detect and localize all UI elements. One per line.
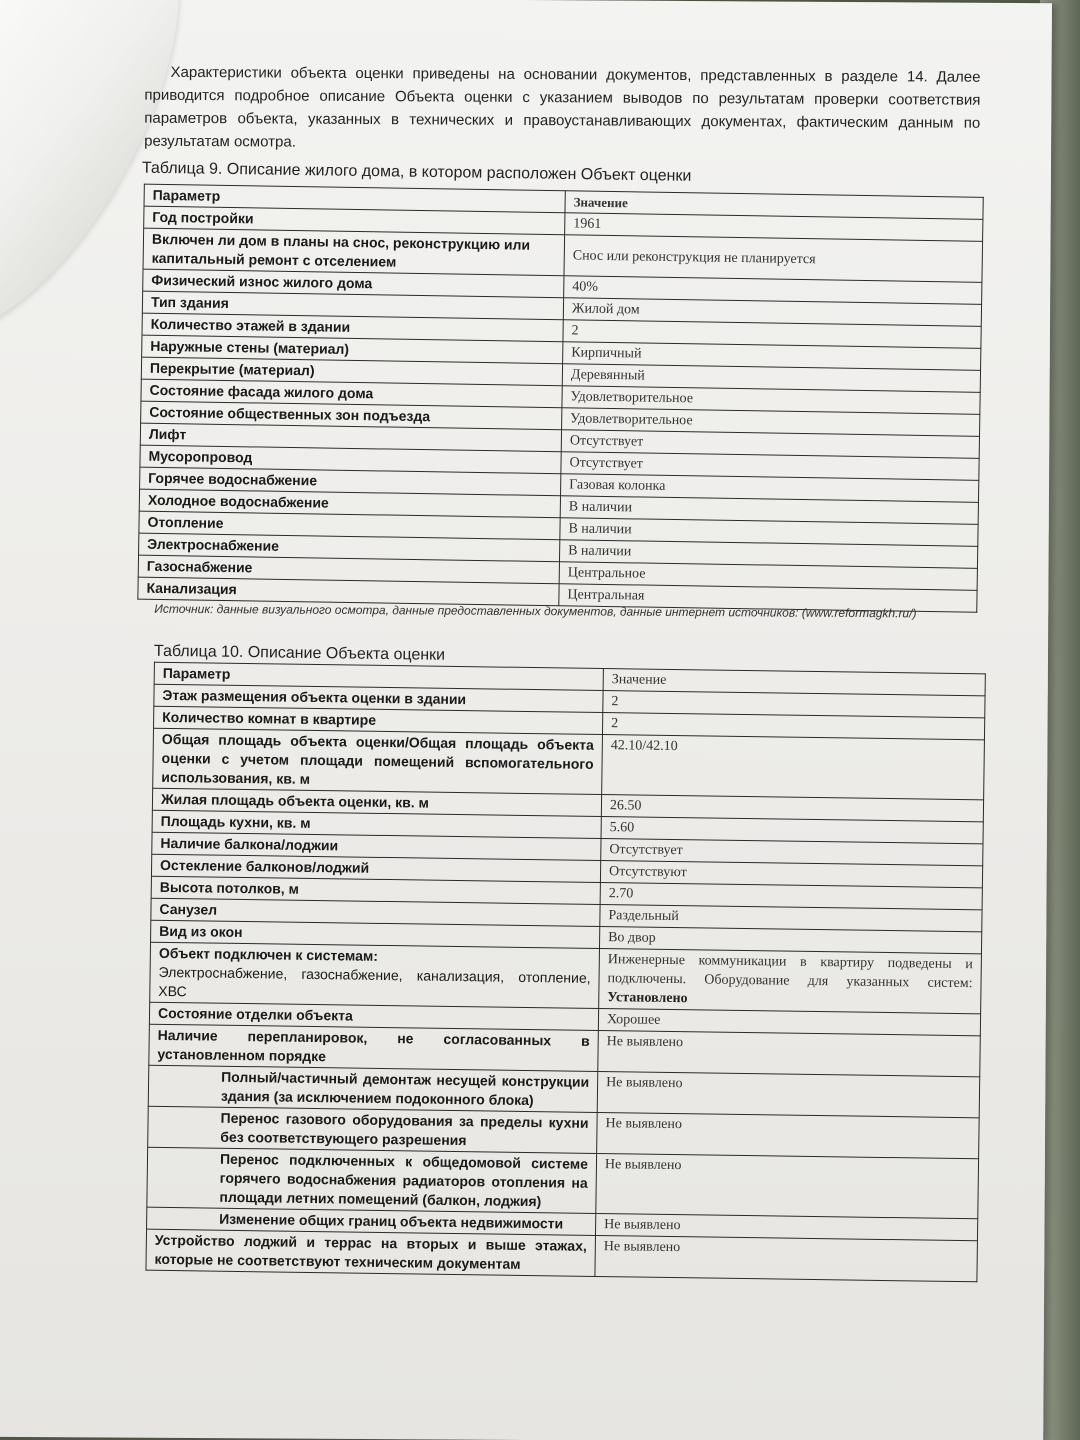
header-value: Значение xyxy=(565,191,983,220)
value-cell: 1961 xyxy=(565,213,983,242)
param-cell: Газоснабжение xyxy=(138,555,559,584)
building-description-table xyxy=(137,184,983,613)
value-cell: 5.60 xyxy=(601,817,983,844)
value-cell: 2 xyxy=(602,713,984,740)
param-cell: Количество этажей в здании xyxy=(142,313,563,342)
param-cell: Жилая площадь объекта оценки, кв. м xyxy=(152,788,601,816)
header-param: Параметр xyxy=(144,184,565,213)
param-cell: Этаж размещения объекта оценки в здании xyxy=(154,684,603,712)
value-cell: Удовлетворительное xyxy=(562,386,980,415)
value-cell: Раздельный xyxy=(600,904,982,931)
value-cell: Отсутствуют xyxy=(600,860,982,887)
value-cell: Не выявлено xyxy=(598,1030,981,1076)
param-cell: Холодное водоснабжение xyxy=(139,489,560,518)
value-cell: Не выявлено xyxy=(595,1235,978,1281)
value-cell: В наличии xyxy=(560,518,978,547)
value-cell: 2 xyxy=(603,691,985,718)
value-cell: Отсутствует xyxy=(601,838,983,865)
param-cell: Перенос газового оборудования за пределы кухни без соответствующего разрешения xyxy=(148,1106,598,1153)
value-cell: 42.10/42.10 xyxy=(602,735,985,800)
param-cell: Изменение общих границ объекта недвижимости xyxy=(147,1207,596,1235)
systems-value-strong: Установлено xyxy=(607,990,688,1007)
param-cell: Количество комнат в квартире xyxy=(154,706,603,734)
param-cell: Наличие балкона/лоджии xyxy=(152,832,601,860)
systems-value: Инженерные коммуникации в квартиру подведены и подключены. Оборудование для указанных систем: xyxy=(607,952,973,992)
param-cell: Канализация xyxy=(138,577,559,606)
param-cell: Устройство лоджий и террас на вторых и выше этажах, которые не соответствуют техническим документам xyxy=(146,1229,596,1276)
value-cell: Жилой дом xyxy=(563,298,981,327)
value-cell: Хорошее xyxy=(598,1008,980,1035)
value-cell: Не выявлено xyxy=(595,1213,977,1240)
value-cell: Центральное xyxy=(559,562,977,591)
value-cell: Снос или реконструкция не планируется xyxy=(564,235,983,283)
header-param: Параметр xyxy=(154,662,603,690)
value-cell: Деревянный xyxy=(562,364,980,393)
param-cell: Перенос подключенных к общедомовой системе горячего водоснабжения радиаторов отопления на площади летних помещений (балкон, лоджия) xyxy=(147,1147,597,1213)
param-cell: Тип здания xyxy=(142,291,563,320)
value-cell: 40% xyxy=(564,276,982,305)
table10-caption: Таблица 10. Описание Объекта оценки xyxy=(153,642,446,664)
param-cell: Лифт xyxy=(140,423,561,452)
param-cell: Площадь кухни, кв. м xyxy=(152,810,601,838)
value-cell: Кирпичный xyxy=(563,342,981,371)
value-cell: Центральная xyxy=(559,584,977,613)
param-cell: Состояние фасада жилого дома xyxy=(141,379,562,408)
param-cell: Отопление xyxy=(139,511,560,540)
intro-paragraph: Характеристики объекта оценки приведены на основании документов, представленных в разделе 14. Далее приводится подробное описание Объекта оценки с указанием выводов по результатам проверки соответствия параметров объекта, указанных в технических и правоустанавливающих документах, фактическим данным по результатам осмотра. xyxy=(144,63,981,151)
value-cell: Отсутствует xyxy=(561,452,979,481)
param-cell: Электроснабжение xyxy=(139,533,560,562)
param-cell: Санузел xyxy=(151,898,600,926)
value-cell: 26.50 xyxy=(601,795,983,822)
value-cell: Удовлетворительное xyxy=(562,408,980,437)
value-cell: Не выявлено xyxy=(596,1153,979,1218)
value-cell xyxy=(599,948,982,1013)
param-cell: Вид из окон xyxy=(151,920,600,948)
param-cell: Остекление балконов/лоджий xyxy=(151,854,600,882)
param-cell: Физический износ жилого дома xyxy=(143,269,564,298)
param-cell xyxy=(150,942,600,1008)
param-cell: Горячее водоснабжение xyxy=(140,467,561,496)
param-cell: Высота потолков, м xyxy=(151,876,600,904)
table9-caption: Таблица 9. Описание жилого дома, в котором расположен Объект оценки xyxy=(141,159,692,185)
param-cell: Мусоропровод xyxy=(140,445,561,474)
param-cell: Год постройки xyxy=(144,206,565,235)
value-cell: Отсутствует xyxy=(561,430,979,459)
object-description-table xyxy=(145,662,985,1283)
param-cell: Наружные стены (материал) xyxy=(142,335,563,364)
value-cell: Газовая колонка xyxy=(561,474,979,503)
param-cell: Состояние общественных зон подъезда xyxy=(141,401,562,430)
value-cell: Не выявлено xyxy=(597,1071,980,1117)
systems-label: Объект подключен к системам: xyxy=(158,944,379,964)
value-cell: 2.70 xyxy=(600,882,982,909)
param-cell: Общая площадь объекта оценки/Общая площадь объекта оценки с учетом площади помещений вспомогательного использования, кв. м xyxy=(153,728,603,794)
param-cell: Включен ли дом в планы на снос, реконструкцию или капитальный ремонт с отселением xyxy=(143,228,565,276)
value-cell: 2 xyxy=(563,320,981,349)
systems-list: Электроснабжение, газоснабжение, канализация, отопление, ХВС xyxy=(158,963,591,1000)
param-cell: Наличие перепланировок, не согласованных в установленном порядке xyxy=(149,1024,599,1071)
param-cell: Перекрытие (материал) xyxy=(141,357,562,386)
source-note: Источник: данные визуального осмотра, данные предоставленных документов, данные интернет источников: (www.reformagkh.ru/) xyxy=(154,601,917,621)
value-cell: В наличии xyxy=(560,496,978,525)
param-cell: Состояние отделки объекта xyxy=(149,1002,598,1030)
value-cell: Не выявлено xyxy=(597,1112,980,1158)
header-value: Значение xyxy=(603,669,985,696)
value-cell: Во двор xyxy=(599,926,981,953)
param-cell: Полный/частичный демонтаж несущей конструкции здания (за исключением подоконного блока) xyxy=(148,1065,598,1112)
value-cell: В наличии xyxy=(559,540,977,569)
